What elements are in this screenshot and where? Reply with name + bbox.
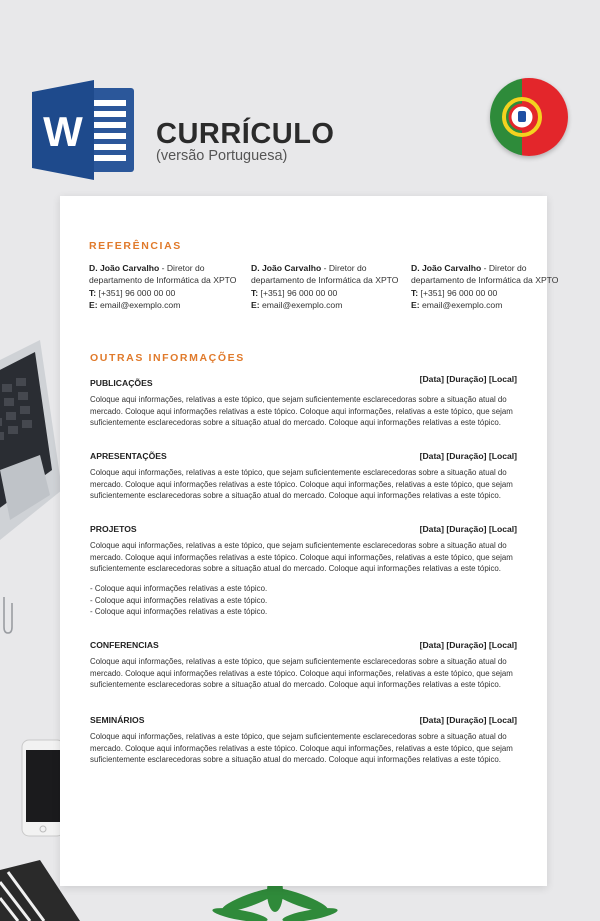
reference-name: D. João Carvalho	[251, 263, 322, 273]
reference-email-label: E:	[89, 300, 98, 311]
reference-item	[251, 262, 401, 312]
entry-text: Coloque aqui informações, relativas a este tópico, que sejam suficientemente esclarecedoras sobre a situação atual do mercado. Coloque aqui informações relativas a este tópico. Coloque aqui informações, relativas a este tópico, que sejam suficientemente esclarecedoras sobre a situação atual do mercado. Coloque aqui informações relativas a este tópico.	[90, 541, 513, 574]
reference-phone: [+351] 96 000 00 00	[418, 287, 498, 298]
reference-phone: [+351] 96 000 00 00	[96, 287, 176, 298]
word-icon-letter: W	[43, 108, 83, 155]
reference-name: D. João Carvalho	[411, 263, 482, 273]
reference-email: email@exemplo.com	[259, 300, 343, 311]
document-title: CURRÍCULO	[156, 118, 335, 150]
reference-phone-label: T:	[89, 287, 97, 298]
reference-email-label: E:	[411, 300, 420, 311]
entry-meta: [Data] [Duração] [Local]	[419, 640, 517, 650]
paperclip-decoration	[0, 595, 14, 635]
entry-seminars	[90, 715, 517, 766]
entry-meta: [Data] [Duração] [Local]	[419, 451, 517, 461]
reference-role: - Diretor do departamento de Informática da XPTO	[89, 263, 237, 286]
list-item: - Coloque aqui informações relativas a este tópico.	[90, 583, 268, 593]
reference-email: email@exemplo.com	[419, 300, 503, 311]
entry-presentations	[90, 451, 517, 502]
entry-name: APRESENTAÇÕES	[90, 451, 167, 461]
entry-conferences	[90, 640, 517, 691]
entry-text: Coloque aqui informações, relativas a este tópico, que sejam suficientemente esclarecedoras sobre a situação atual do mercado. Coloque aqui informações relativas a este tópico. Coloque aqui informações, relativas a este tópico, que sejam suficientemente esclarecedoras sobre a situação atual do mercado. Coloque aqui informações relativas a este tópico.	[90, 468, 513, 501]
other-info-title: OUTRAS INFORMAÇÕES	[90, 352, 245, 364]
entry-name: CONFERENCIAS	[90, 640, 159, 650]
laptop-decoration	[0, 340, 62, 540]
entry-text: Coloque aqui informações, relativas a este tópico, que sejam suficientemente esclarecedoras sobre a situação atual do mercado. Coloque aqui informações relativas a este tópico. Coloque aqui informações, relativas a este tópico, que sejam suficientemente esclarecedoras sobre a situação atual do mercado. Coloque aqui informações relativas a este tópico.	[90, 732, 513, 765]
reference-role: - Diretor do departamento de Informática da XPTO	[411, 263, 559, 286]
word-icon	[32, 80, 136, 180]
reference-phone-label: T:	[251, 287, 259, 298]
reference-email-label: E:	[251, 300, 260, 311]
reference-email: email@exemplo.com	[97, 300, 181, 311]
entry-name: PROJETOS	[90, 524, 137, 534]
reference-name: D. João Carvalho	[89, 263, 160, 273]
entry-text: Coloque aqui informações, relativas a este tópico, que sejam suficientemente esclarecedoras sobre a situação atual do mercado. Coloque aqui informações relativas a este tópico. Coloque aqui informações, relativas a este tópico, que sejam suficientemente esclarecedoras sobre a situação atual do mercado. Coloque aqui informações relativas a este tópico.	[90, 657, 513, 690]
entry-publications	[90, 374, 517, 429]
portugal-flag-icon	[490, 78, 568, 156]
references-title: REFERÊNCIAS	[89, 240, 182, 252]
list-item: - Coloque aqui informações relativas a este tópico.	[90, 595, 268, 605]
reference-phone: [+351] 96 000 00 00	[258, 287, 338, 298]
entry-name: PUBLICAÇÕES	[90, 378, 153, 388]
reference-role: - Diretor do departamento de Informática da XPTO	[251, 263, 399, 286]
entry-meta: [Data] [Duração] [Local]	[419, 524, 517, 534]
plant-decoration	[210, 880, 340, 921]
list-item: - Coloque aqui informações relativas a este tópico.	[90, 607, 268, 617]
entry-text: Coloque aqui informações, relativas a este tópico, que sejam suficientemente esclarecedoras sobre a situação atual do mercado. Coloque aqui informações relativas a este tópico. Coloque aqui informações, relativas a este tópico, que sejam suficientemente esclarecedoras sobre a situação atual do mercado. Coloque aqui informações relativas a este tópico.	[90, 395, 513, 428]
reference-item	[89, 262, 239, 312]
entry-bullets	[90, 583, 517, 618]
entry-projects	[90, 524, 517, 618]
entry-meta: [Data] [Duração] [Local]	[419, 715, 517, 725]
entry-name: SEMINÁRIOS	[90, 715, 145, 725]
entry-meta: [Data] [Duração] [Local]	[419, 374, 517, 384]
reference-phone-label: T:	[411, 287, 419, 298]
reference-item	[411, 262, 561, 312]
document-subtitle: (versão Portuguesa)	[156, 148, 288, 164]
resume-page	[60, 196, 559, 886]
